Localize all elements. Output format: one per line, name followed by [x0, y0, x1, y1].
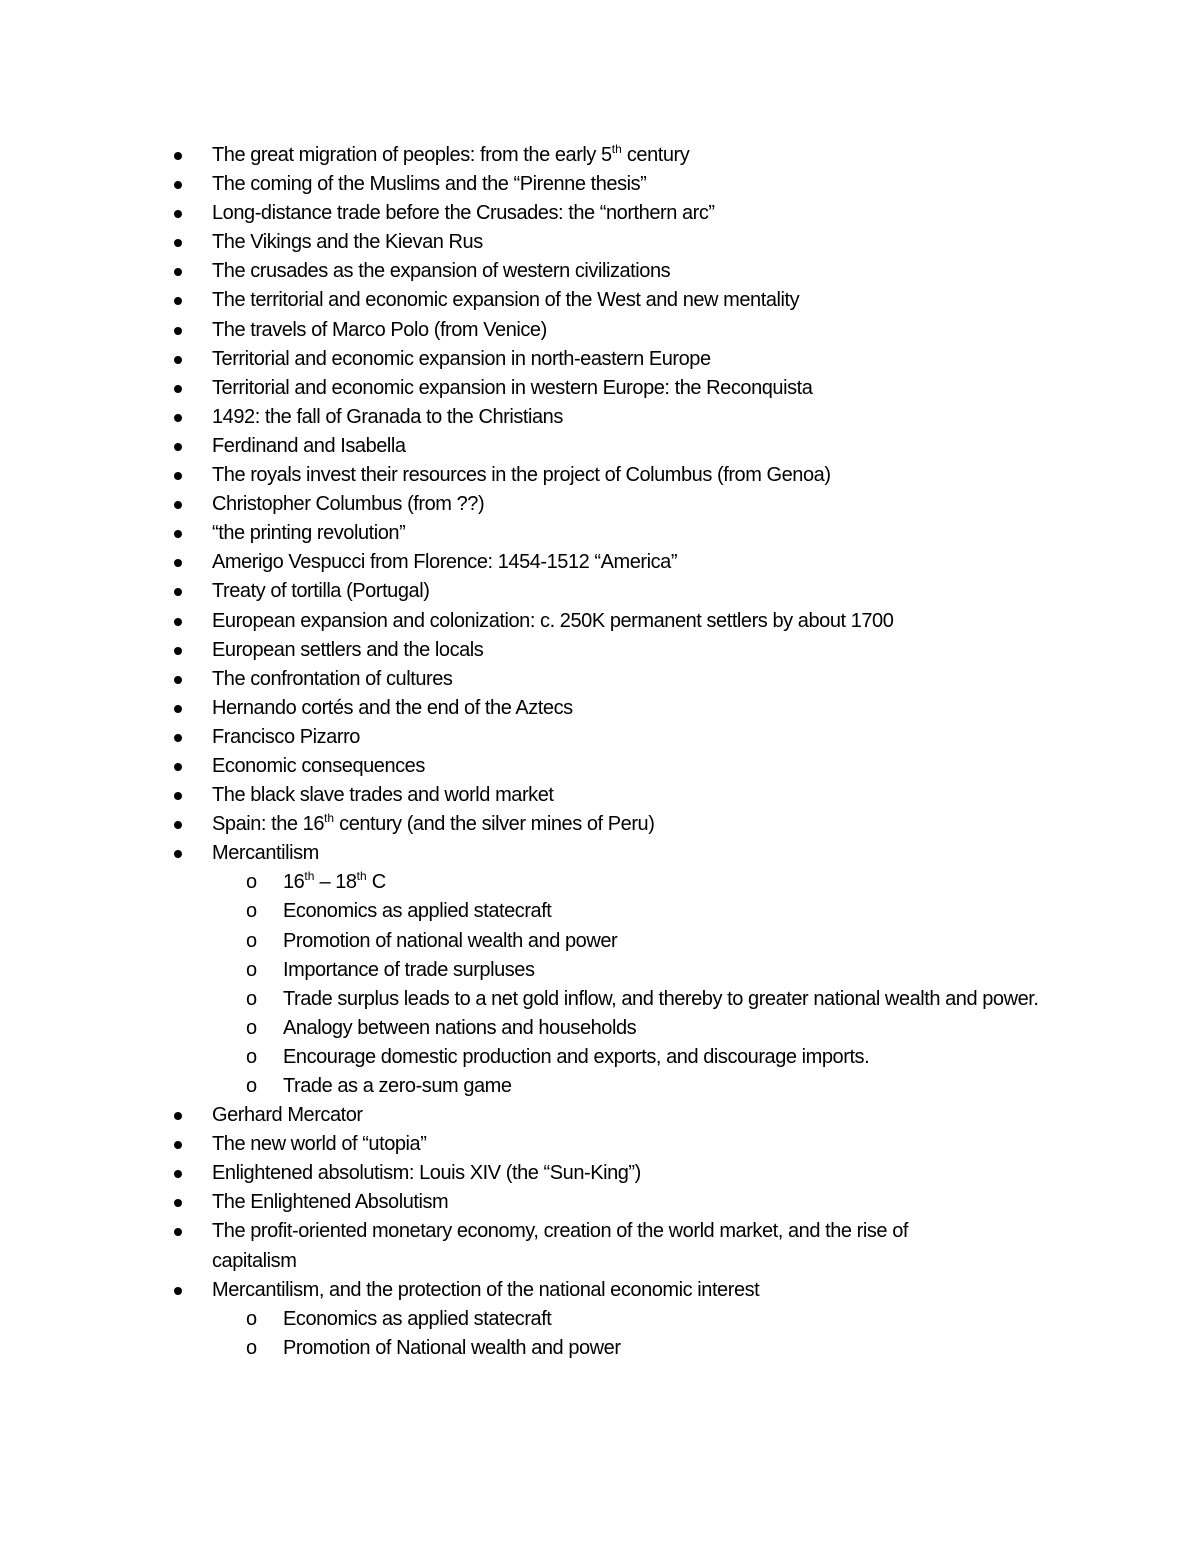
bullet-icon [172, 1101, 186, 1130]
bullet-icon [172, 316, 186, 345]
bullet-icon [172, 810, 186, 839]
bullet-icon [172, 548, 186, 577]
list-item [0, 228, 1200, 257]
sub-list-item [0, 927, 1200, 956]
item-text: Long-distance trade before the Crusades: the “northern arc” [212, 202, 715, 225]
bullet-icon [172, 374, 186, 403]
bullet-icon [172, 170, 186, 199]
hollow-bullet-icon: o [246, 900, 258, 923]
bullet-icon [172, 723, 186, 752]
item-text: The profit-oriented monetary economy, creation of the world market, and the rise of capitalism [212, 1220, 908, 1272]
bullet-icon [172, 577, 186, 606]
item-text: Ferdinand and Isabella [212, 434, 406, 457]
sub-list-item [0, 897, 1200, 926]
item-text: The confrontation of cultures [212, 667, 453, 690]
hollow-bullet-icon: o [246, 1307, 258, 1330]
list-item [0, 432, 1200, 461]
list-item [0, 1217, 972, 1275]
item-text: The territorial and economic expansion of the West and new mentality [212, 289, 800, 312]
item-text: Economic consequences [212, 754, 425, 777]
bullet-icon [172, 1276, 186, 1305]
hollow-bullet-icon: o [246, 987, 258, 1010]
list-item [0, 257, 1200, 286]
item-text: Hernando cortés and the end of the Aztecs [212, 696, 573, 719]
sub-list-item [0, 1043, 1200, 1072]
item-text: Promotion of national wealth and power [283, 929, 618, 952]
list-item [0, 170, 1200, 199]
item-text: The royals invest their resources in the project of Columbus (from Genoa) [212, 464, 831, 487]
item-text: century (and the silver mines of Peru) [334, 813, 655, 836]
item-text: Trade surplus leads to a net gold inflow, and thereby to greater national wealth and power. [283, 987, 1039, 1010]
hollow-bullet-icon: o [246, 1045, 258, 1068]
sub-list-item [0, 1072, 1200, 1101]
item-text: C [366, 871, 386, 894]
item-text: The Vikings and the Kievan Rus [212, 231, 483, 254]
hollow-bullet-icon: o [246, 1016, 258, 1039]
list-item [0, 199, 1200, 228]
bullet-icon [172, 781, 186, 810]
bullet-icon [172, 1217, 186, 1246]
bullet-icon [172, 228, 186, 257]
hollow-bullet-icon: o [246, 958, 258, 981]
bullet-icon [172, 461, 186, 490]
bullet-icon [172, 286, 186, 315]
item-text: 1492: the fall of Granada to the Christians [212, 405, 563, 428]
item-text: The Enlightened Absolutism [212, 1191, 449, 1214]
item-text: “the printing revolution” [212, 522, 406, 545]
item-text: Francisco Pizarro [212, 725, 360, 748]
superscript-text: th [611, 142, 622, 156]
list-item [0, 1130, 1200, 1159]
bulleted-outline [0, 141, 1200, 1363]
bullet-icon [172, 752, 186, 781]
list-item [0, 694, 1200, 723]
bullet-icon [172, 1188, 186, 1217]
list-item [0, 752, 1200, 781]
item-text: Treaty of tortilla (Portugal) [212, 580, 430, 603]
item-text: – 18 [314, 871, 357, 894]
list-item [0, 316, 1200, 345]
sub-list-item [0, 868, 1200, 897]
item-text: Territorial and economic expansion in north-eastern Europe [212, 347, 711, 370]
item-text: Gerhard Mercator [212, 1104, 363, 1127]
bullet-icon [172, 1159, 186, 1188]
item-text: The great migration of peoples: from the early 5 [212, 144, 612, 166]
bullet-icon [172, 141, 186, 170]
list-item [0, 286, 1200, 315]
item-text: Christopher Columbus (from ??) [212, 493, 485, 516]
hollow-bullet-icon: o [246, 929, 258, 952]
item-text: Encourage domestic production and exports, and discourage imports. [283, 1045, 870, 1068]
item-text: Promotion of National wealth and power [283, 1336, 621, 1359]
hollow-bullet-icon: o [246, 871, 258, 894]
sub-list-item [0, 1014, 1200, 1043]
hollow-bullet-icon: o [246, 1075, 258, 1097]
bullet-icon [172, 199, 186, 228]
item-text: European settlers and the locals [212, 638, 484, 661]
list-item [0, 810, 1200, 839]
superscript-text: th [356, 869, 367, 884]
sub-list-item [0, 956, 1200, 985]
sub-list-item [0, 1334, 1200, 1363]
bullet-icon [172, 607, 186, 636]
bullet-icon [172, 257, 186, 286]
item-text: The coming of the Muslims and the “Pirenne thesis” [212, 173, 647, 196]
bullet-icon [172, 403, 186, 432]
superscript-text: th [324, 811, 335, 826]
sub-list-item [0, 1305, 1200, 1334]
bullet-icon [172, 519, 186, 548]
list-item [0, 403, 1200, 432]
item-text: Trade as a zero-sum game [283, 1075, 512, 1097]
list-item [0, 461, 1200, 490]
list-item [0, 781, 1200, 810]
item-text: Enlightened absolutism: Louis XIV (the “Sun-King”) [212, 1162, 641, 1185]
list-item [0, 519, 1200, 548]
list-item [0, 607, 1200, 636]
item-text: Territorial and economic expansion in western Europe: the Reconquista [212, 376, 813, 399]
item-text: The black slave trades and world market [212, 784, 554, 807]
list-item [0, 1159, 1200, 1188]
list-item [0, 839, 1200, 868]
item-text: The travels of Marco Polo (from Venice) [212, 318, 547, 341]
item-text: century [621, 144, 690, 166]
bullet-icon [172, 432, 186, 461]
list-item [0, 490, 1200, 519]
list-item [0, 1101, 1200, 1130]
bullet-icon [172, 839, 186, 868]
list-item [0, 374, 1200, 403]
item-text: Economics as applied statecraft [283, 1307, 552, 1330]
item-text: Amerigo Vespucci from Florence: 1454-1512 “America” [212, 551, 678, 574]
item-text: Mercantilism, and the protection of the national economic interest [212, 1278, 760, 1301]
list-item [0, 577, 1200, 606]
bullet-icon [172, 665, 186, 694]
bullet-icon [172, 345, 186, 374]
item-text: European expansion and colonization: c. 250K permanent settlers by about 1700 [212, 609, 894, 632]
list-item [0, 1188, 1200, 1217]
sub-list-item [0, 985, 1043, 1014]
list-item [0, 665, 1200, 694]
item-text: Spain: the 16 [212, 813, 325, 836]
bullet-icon [172, 636, 186, 665]
list-item [0, 141, 1200, 170]
item-text: Economics as applied statecraft [283, 900, 552, 923]
list-item [0, 1276, 1200, 1305]
bullet-icon [172, 490, 186, 519]
item-text: Importance of trade surpluses [283, 958, 535, 981]
superscript-text: th [304, 869, 315, 884]
item-text: Mercantilism [212, 842, 319, 865]
bullet-icon [172, 694, 186, 723]
item-text: The new world of “utopia” [212, 1133, 427, 1156]
item-text: 16 [283, 871, 305, 894]
bullet-icon [172, 1130, 186, 1159]
item-text: The crusades as the expansion of western civilizations [212, 260, 671, 283]
list-item [0, 723, 1200, 752]
list-item [0, 548, 1200, 577]
item-text: Analogy between nations and households [283, 1016, 637, 1039]
hollow-bullet-icon: o [246, 1336, 258, 1359]
list-item [0, 636, 1200, 665]
list-item [0, 345, 1200, 374]
